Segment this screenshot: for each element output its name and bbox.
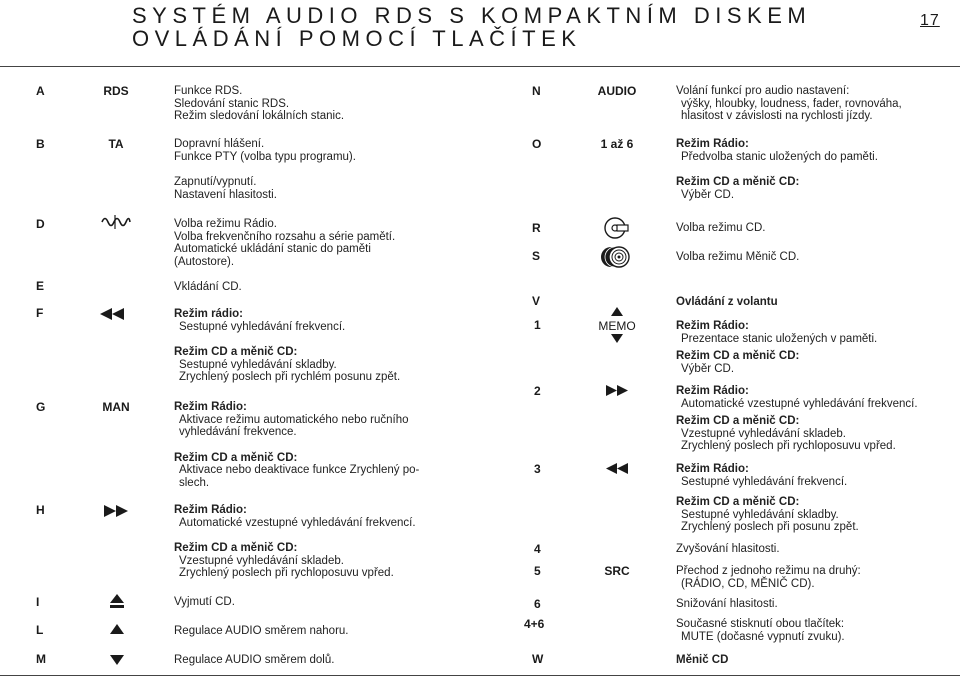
cd-icon [604, 216, 630, 240]
up-arrow-icon [611, 307, 623, 316]
up-arrow-icon [110, 624, 124, 634]
desc-i: Vyjmutí CD. [174, 596, 235, 608]
page-number: 17 [920, 12, 940, 29]
key-s: S [532, 249, 541, 263]
desc-e: Vkládání CD. [174, 281, 242, 293]
title-line-1: SYSTÉM AUDIO RDS S KOMPAKTNÍM DISKEM [132, 3, 812, 28]
desc-f: Režim rádio: Sestupné vyhledávání frekvencí. Režim CD a měnič CD: Sestupné vyhledávání skladby. Zrychlený poslech při rychlém posunu zpět. [174, 308, 401, 383]
desc-d: Volba režimu Rádio. Volba frekvenčního rozsahu a série pamětí. Automatické ukládání stanic do paměti (Autostore). [174, 218, 396, 268]
cd-changer-icon [600, 246, 632, 268]
radio-wave-icon [100, 213, 132, 231]
ta-button-label: TA [108, 137, 124, 151]
src-button-label: SRC [604, 564, 630, 578]
desc-b: Dopravní hlášení. Funkce PTY (volba typu programu). [174, 138, 356, 163]
key-i: I [36, 595, 40, 609]
bottom-divider [0, 675, 960, 676]
desc-r: Volba režimu CD. [676, 222, 766, 234]
desc-l: Regulace AUDIO směrem nahoru. [174, 625, 349, 637]
eject-icon [110, 594, 124, 609]
desc-4: Zvyšování hlasitosti. [676, 543, 780, 555]
desc-h: Režim Rádio: Automatické vzestupné vyhledávání frekvencí. Režim CD a měnič CD: Vzestupné vyhledávání skladeb. Zrychlený poslech při rychloposuvu vpřed. [174, 504, 416, 579]
desc-w: Měnič CD [676, 654, 729, 666]
fast-forward-icon [104, 505, 128, 517]
preset-buttons-label: 1 až 6 [600, 137, 634, 151]
key-2: 2 [534, 384, 541, 398]
key-3: 3 [534, 462, 541, 476]
key-e: E [36, 279, 45, 293]
title-line-2: OVLÁDÁNÍ POMOCÍ TLAČÍTEK [132, 26, 582, 51]
desc-1: Režim Rádio: Prezentace stanic uložených v paměti. Režim CD a měnič CD: Výběr CD. [676, 320, 878, 375]
desc-6: Snižování hlasitosti. [676, 598, 778, 610]
key-6: 6 [534, 597, 541, 611]
key-g: G [36, 400, 46, 414]
desc-3: Režim Rádio: Sestupné vyhledávání frekvencí. Režim CD a měnič CD: Sestupné vyhledávání skladby. Zrychlený poslech při posunu zpět. [676, 463, 859, 533]
desc-g: Režim Rádio: Aktivace režimu automatického nebo ručního vyhledávání frekvence. Režim CD a měnič CD: Aktivace nebo deaktivace funkce Zrychlený po- slech. [174, 401, 420, 489]
page-title [132, 4, 811, 50]
memo-button-label: MEMO [598, 319, 636, 333]
down-arrow-icon [110, 655, 124, 665]
rewind-icon [100, 308, 124, 320]
key-4-plus-6: 4+6 [524, 617, 545, 631]
key-d: D [36, 217, 45, 231]
audio-button-label: AUDIO [597, 84, 637, 98]
rewind-icon [605, 463, 629, 474]
key-h: H [36, 503, 45, 517]
key-r: R [532, 221, 541, 235]
key-m: M [36, 652, 46, 666]
key-f: F [36, 306, 44, 320]
desc-5: Přechod z jednoho režimu na druhý: (RÁDIO, CD, MĚNIČ CD). [676, 565, 861, 590]
key-n: N [532, 84, 541, 98]
fast-forward-icon [605, 385, 629, 396]
man-button-label: MAN [102, 400, 130, 414]
key-a: A [36, 84, 45, 98]
desc-s: Volba režimu Měnič CD. [676, 251, 800, 263]
desc-4-plus-6: Současné stisknutí obou tlačítek: MUTE (dočasné vypnutí zvuku). [676, 618, 845, 643]
key-4: 4 [534, 542, 541, 556]
desc-v: Ovládání z volantu [676, 296, 778, 308]
key-1: 1 [534, 318, 541, 332]
key-b: B [36, 137, 45, 151]
desc-o: Režim Rádio: Předvolba stanic uložených do paměti. Režim CD a měnič CD: Výběr CD. [676, 138, 878, 201]
desc-a: Funkce RDS. Sledování stanic RDS. Režim sledování lokálních stanic. [174, 85, 345, 122]
desc-c: Zapnutí/vypnutí. Nastavení hlasitosti. [174, 176, 277, 201]
key-l: L [36, 623, 44, 637]
key-w: W [532, 652, 544, 666]
down-arrow-icon [611, 334, 623, 343]
key-o: O [532, 137, 542, 151]
desc-m: Regulace AUDIO směrem dolů. [174, 654, 335, 666]
rds-button-label: RDS [103, 84, 129, 98]
key-v: V [532, 294, 541, 308]
key-5: 5 [534, 564, 541, 578]
desc-n: Volání funkcí pro audio nastavení: výšky, hloubky, loudness, fader, rovnováha, hlasitost v závislosti na rychlosti jízdy. [676, 85, 902, 122]
top-divider [0, 66, 960, 67]
desc-2: Režim Rádio: Automatické vzestupné vyhledávání frekvencí. Režim CD a měnič CD: Vzestupné vyhledávání skladeb. Zrychlený poslech při rychloposuvu vpřed. [676, 385, 918, 452]
